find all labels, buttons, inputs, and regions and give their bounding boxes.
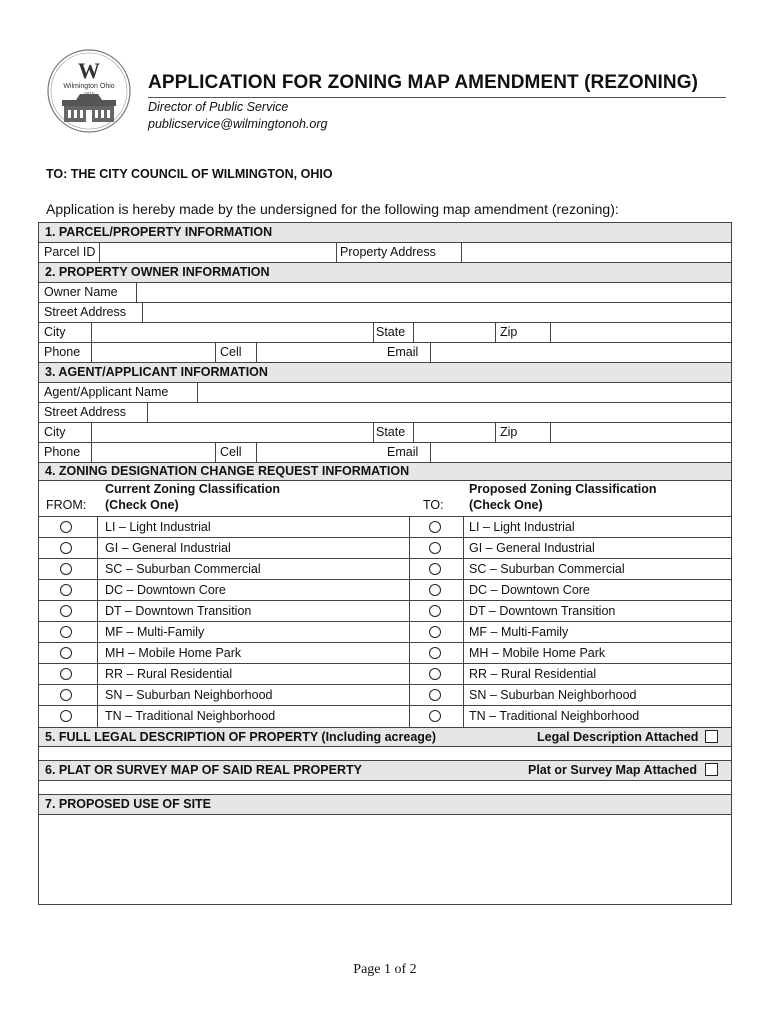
logo-text: Wilmington Ohio: [63, 83, 115, 90]
to-radio[interactable]: [429, 668, 441, 680]
parcel-row: [39, 243, 731, 263]
proposed-zoning-heading: Proposed Zoning Classification: [469, 482, 657, 496]
from-zoning-label: SC – Suburban Commercial: [105, 562, 261, 576]
owner-city-input[interactable]: [92, 324, 372, 341]
from-zoning-label: SN – Suburban Neighborhood: [105, 688, 273, 702]
zoning-option-row: [39, 601, 731, 622]
agent-zip-label: Zip: [500, 425, 518, 439]
property-address-input[interactable]: [462, 244, 730, 261]
to-zoning-label: MF – Multi-Family: [469, 625, 569, 639]
to-radio[interactable]: [429, 542, 441, 554]
parcel-id-label: Parcel ID: [44, 245, 96, 259]
agent-phone-row: [39, 443, 731, 463]
agent-city-row: [39, 423, 731, 443]
owner-city-label: City: [44, 325, 66, 339]
from-radio[interactable]: [60, 584, 72, 596]
from-zoning-label: LI – Light Industrial: [105, 520, 211, 534]
to-zoning-label: LI – Light Industrial: [469, 520, 575, 534]
from-label: FROM:: [46, 498, 87, 512]
owner-phone-row: [39, 343, 731, 363]
director-text: Director of Public Service: [148, 100, 289, 114]
owner-name-label: Owner Name: [44, 285, 118, 299]
from-radio[interactable]: [60, 689, 72, 701]
from-zoning-label: RR – Rural Residential: [105, 667, 233, 681]
zoning-column-headers: [39, 481, 731, 517]
agent-street-label: Street Address: [44, 405, 126, 419]
zoning-option-row: [39, 559, 731, 580]
agent-email-input[interactable]: [431, 444, 730, 461]
section-1-header: [39, 223, 731, 243]
from-radio[interactable]: [60, 563, 72, 575]
zoning-option-row: [39, 685, 731, 706]
zoning-option-row: [39, 706, 731, 727]
zoning-options-list: [39, 517, 731, 727]
section-6-title: 6. PLAT OR SURVEY MAP OF SAID REAL PROPERTY: [45, 763, 362, 777]
to-zoning-label: DT – Downtown Transition: [469, 604, 616, 618]
owner-phone-label: Phone: [44, 345, 81, 359]
agent-state-input[interactable]: [414, 424, 494, 441]
property-address-label: Property Address: [340, 245, 436, 259]
section-5-header: [39, 727, 731, 747]
to-zoning-label: GI – General Industrial: [469, 541, 595, 555]
parcel-id-input[interactable]: [100, 244, 335, 261]
section-6-blank-row: [39, 781, 731, 795]
from-zoning-label: MF – Multi-Family: [105, 625, 205, 639]
to-radio[interactable]: [429, 521, 441, 533]
owner-cell-label: Cell: [220, 345, 242, 359]
to-label: TO:: [423, 498, 444, 512]
agent-cell-label: Cell: [220, 445, 242, 459]
owner-email-input[interactable]: [431, 344, 730, 361]
agent-state-label: State: [376, 425, 406, 439]
agent-name-row: [39, 383, 731, 403]
owner-zip-label: Zip: [500, 325, 518, 339]
to-zoning-label: MH – Mobile Home Park: [469, 646, 606, 660]
section-3-header: [39, 363, 731, 383]
owner-name-input[interactable]: [137, 284, 730, 301]
owner-street-input[interactable]: [143, 304, 730, 321]
to-radio[interactable]: [429, 689, 441, 701]
zoning-option-row: [39, 580, 731, 601]
to-zoning-label: SC – Suburban Commercial: [469, 562, 625, 576]
to-radio[interactable]: [429, 710, 441, 722]
to-radio[interactable]: [429, 605, 441, 617]
from-radio[interactable]: [60, 626, 72, 638]
to-zoning-label: DC – Downtown Core: [469, 583, 590, 597]
intro-statement: Application is hereby made by the undersigned for the following map amendment (rezoning):: [46, 201, 619, 217]
section-5-blank-row: [39, 747, 731, 761]
section-7-title: 7. PROPOSED USE OF SITE: [45, 797, 212, 811]
section-2-header: [39, 263, 731, 283]
plat-map-attached-label: Plat or Survey Map Attached: [528, 763, 698, 777]
agent-zip-input[interactable]: [551, 424, 730, 441]
owner-name-row: [39, 283, 731, 303]
from-zoning-label: DC – Downtown Core: [105, 583, 226, 597]
section-5-title: 5. FULL LEGAL DESCRIPTION OF PROPERTY (Including acreage): [45, 730, 437, 744]
zoning-option-row: [39, 643, 731, 664]
owner-phone-input[interactable]: [92, 344, 214, 361]
from-zoning-label: MH – Mobile Home Park: [105, 646, 242, 660]
to-zoning-label: TN – Traditional Neighborhood: [469, 709, 640, 723]
agent-street-row: [39, 403, 731, 423]
agent-street-input[interactable]: [148, 404, 730, 421]
owner-street-label: Street Address: [44, 305, 126, 319]
from-radio[interactable]: [60, 710, 72, 722]
section-6-header: [39, 761, 731, 781]
from-radio[interactable]: [60, 521, 72, 533]
section-4-header: [39, 463, 731, 481]
owner-state-label: State: [376, 325, 406, 339]
to-radio[interactable]: [429, 584, 441, 596]
legal-description-attached-checkbox[interactable]: [705, 730, 718, 743]
from-radio[interactable]: [60, 542, 72, 554]
agent-name-label: Agent/Applicant Name: [44, 385, 169, 399]
from-radio[interactable]: [60, 647, 72, 659]
agent-city-label: City: [44, 425, 66, 439]
to-zoning-label: RR – Rural Residential: [469, 667, 597, 681]
page-number: Page 1 of 2: [353, 962, 417, 977]
owner-street-row: [39, 303, 731, 323]
agent-cell-input[interactable]: [257, 444, 382, 461]
legal-description-attached-label: Legal Description Attached: [537, 730, 699, 744]
agent-phone-input[interactable]: [92, 444, 214, 461]
from-zoning-label: GI – General Industrial: [105, 541, 231, 555]
current-zoning-heading: Current Zoning Classification: [105, 482, 281, 496]
to-radio[interactable]: [429, 626, 441, 638]
logo-letter: W: [78, 58, 100, 83]
section-7-header: [39, 795, 731, 815]
owner-email-label: Email: [387, 345, 419, 359]
zoning-option-row: [39, 517, 731, 538]
from-radio[interactable]: [60, 605, 72, 617]
addressee-line: TO: THE CITY COUNCIL OF WILMINGTON, OHIO: [46, 167, 333, 181]
to-radio[interactable]: [429, 563, 441, 575]
from-radio[interactable]: [60, 668, 72, 680]
agent-city-input[interactable]: [92, 424, 372, 441]
from-zoning-label: DT – Downtown Transition: [105, 604, 252, 618]
owner-cell-input[interactable]: [257, 344, 382, 361]
current-check-one: (Check One): [105, 498, 179, 512]
owner-city-row: [39, 323, 731, 343]
agent-phone-label: Phone: [44, 445, 81, 459]
from-zoning-label: TN – Traditional Neighborhood: [105, 709, 276, 723]
plat-map-attached-checkbox[interactable]: [705, 763, 718, 776]
section-1-title: 1. PARCEL/PROPERTY INFORMATION: [45, 225, 273, 239]
city-seal-logo: [46, 48, 132, 134]
section-4-title: 4. ZONING DESIGNATION CHANGE REQUEST INFORMATION: [45, 464, 410, 478]
zoning-option-row: [39, 664, 731, 685]
zoning-option-row: [39, 538, 731, 559]
owner-state-input[interactable]: [414, 324, 494, 341]
to-radio[interactable]: [429, 647, 441, 659]
agent-email-label: Email: [387, 445, 419, 459]
owner-zip-input[interactable]: [551, 324, 730, 341]
section-3-title: 3. AGENT/APPLICANT INFORMATION: [45, 365, 268, 379]
agent-name-input[interactable]: [198, 384, 730, 401]
proposed-check-one: (Check One): [469, 498, 543, 512]
title-divider: [148, 97, 726, 98]
to-zoning-label: SN – Suburban Neighborhood: [469, 688, 637, 702]
proposed-use-textbox[interactable]: [39, 815, 731, 905]
contact-email-link[interactable]: publicservice@wilmingtonoh.org: [148, 117, 328, 131]
page-title: APPLICATION FOR ZONING MAP AMENDMENT (REZONING): [148, 72, 699, 93]
section-2-title: 2. PROPERTY OWNER INFORMATION: [45, 265, 270, 279]
zoning-option-row: [39, 622, 731, 643]
application-form: [38, 222, 732, 905]
